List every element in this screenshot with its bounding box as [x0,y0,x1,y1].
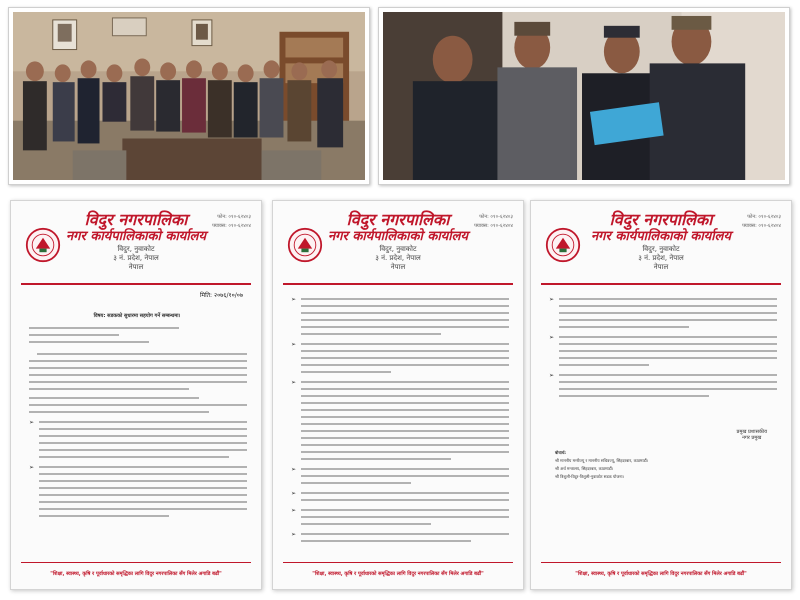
letter-body [291,295,507,545]
svg-text:➢: ➢ [291,296,297,303]
footer-rule [541,562,781,563]
address-line-1: विदुर, नुवाकोट [379,245,417,253]
svg-text:➢: ➢ [29,419,35,427]
letter-page-2 [272,200,524,590]
signatory-line-1: प्रमुख प्रशासकीय [736,429,767,435]
footer-slogan: "शिक्षा, स्वास्थ्य, कृषि र पूर्वाधारको समृद्धिका लागि विदुर नगरपालिका सँग मिलेर अगाडि बढौं" [50,571,222,577]
svg-text:➢: ➢ [291,466,297,473]
svg-text:➢: ➢ [291,507,297,514]
org-name: विदुर नगरपालिका [609,210,713,229]
contact-info: फोन: ०१०-६२४०३ फ्याक्स: ०१०-६२४०४ [742,214,781,229]
contact-info: फोन: ०१०-६२४०३ फ्याक्स: ०१०-६२४०४ [474,214,513,229]
header-rule [21,283,251,285]
svg-text:➢: ➢ [549,334,555,341]
letter-page-1 [10,200,262,590]
handover-photo-image [383,12,785,180]
address-line-3: नेपाल [128,263,144,271]
office-name: नगर कार्यपालिकाको कार्यालय [65,229,207,244]
footer-rule [283,562,513,563]
group-photo [8,7,370,185]
address-line-1: विदुर, नुवाकोट [117,245,155,253]
group-photo-image [13,12,365,180]
cc-line: श्री माननीय मन्त्रीज्यू र माननीय सचिवज्यू, सिंहदरबार, काठमाडौं। [555,458,649,463]
svg-text:➢: ➢ [291,379,297,386]
address-line-1: विदुर, नुवाकोट [642,245,680,253]
svg-text:➢: ➢ [549,372,555,379]
cc-block [555,449,648,481]
handover-photo [378,7,790,185]
footer-slogan: "शिक्षा, स्वास्थ्य, कृषि र पूर्वाधारको समृद्धिका लागि विदुर नगरपालिका सँग मिलेर अगाडि बढौं" [575,571,747,577]
letter-body-text [291,295,509,545]
address-line-2: ३ नं. प्रदेश, नेपाल [375,254,421,262]
office-name: नगर कार्यपालिकाको कार्यालय [590,229,732,244]
org-name: विदुर नगरपालिका [346,210,450,229]
header-rule [541,283,781,285]
address-line-2: ३ नं. प्रदेश, नेपाल [638,254,684,262]
svg-text:➢: ➢ [291,490,297,497]
signatory-line-2: नगर प्रमुख [742,435,762,441]
svg-text:➢: ➢ [291,531,297,538]
letter-page-3 [530,200,792,590]
letter-body-text [29,324,247,524]
address-line-2: ३ नं. प्रदेश, नेपाल [113,254,159,262]
address-line-3: नेपाल [653,263,669,271]
letter-subject: विषय: सडकको सुधारमा सहयोग गर्ने सम्बन्धमा। [93,313,181,319]
svg-text:➢: ➢ [29,464,35,472]
address-line-3: नेपाल [390,263,406,271]
signature-block [737,429,767,441]
footer-rule [21,562,251,563]
letter-body-text [549,295,777,415]
footer-slogan: "शिक्षा, स्वास्थ्य, कृषि र पूर्वाधारको समृद्धिका लागि विदुर नगरपालिका सँग मिलेर अगाडि बढौं" [312,571,484,577]
letter-body [549,295,775,415]
org-name: विदुर नगरपालिका [84,210,188,229]
letter-body [29,313,245,524]
office-name: नगर कार्यपालिकाको कार्यालय [327,229,469,244]
contact-info: फोन: ०१०-६२४०३ फ्याक्स: ०१०-६२४०४ [212,214,251,229]
header-rule [283,283,513,285]
cc-line: श्री अर्थ मन्त्रालय, सिंहदरबार, काठमाडौं। [555,466,614,471]
cc-heading: बोधार्थ: [555,450,566,455]
cc-line: श्री त्रिशुली-विदुर-त्रिशुली-नुवाकोट सडक योजना। [555,474,625,479]
svg-text:➢: ➢ [291,341,297,348]
letter-date: मिति: २०७६/१०/०७ [199,292,243,299]
svg-text:➢: ➢ [549,296,555,303]
